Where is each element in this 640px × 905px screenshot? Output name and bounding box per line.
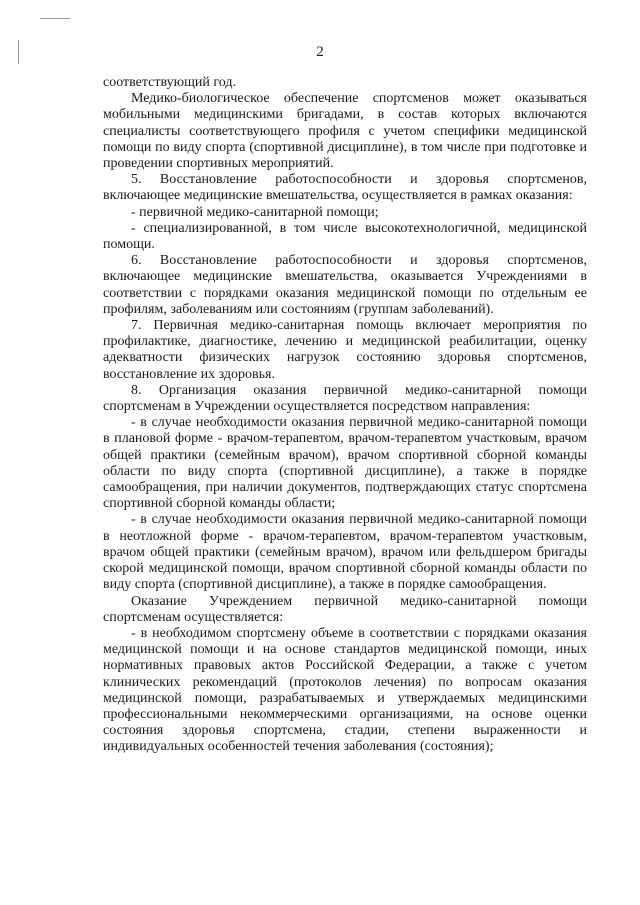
scan-artifact-top bbox=[40, 18, 70, 19]
paragraph: 7. Первичная медико-санитарная помощь включает мероприятия по профилактике, диагностике, лечению и медицинской реабилитации, оценку адекватности физических нагрузок состоянию здоровья спортсменов, восстановление их здоровья. bbox=[103, 318, 587, 382]
paragraph: 8. Организация оказания первичной медико-санитарной помощи спортсменам в Учреждении осуществляется посредством направления: bbox=[103, 382, 587, 415]
list-item: - специализированной, в том числе высокотехнологичной, медицинской помощи. bbox=[103, 220, 587, 253]
paragraph: соответствующий год. bbox=[103, 75, 236, 90]
list-item: - в случае необходимости оказания первичной медико-санитарной помощи в плановой форме - врачом-терапевтом, врачом-терапевтом участковым, врачом общей практики (семейным врачом), врачом спортивной сборной команды области по виду спорта (спортивной дисциплине), а также в порядке самообращения, при наличии документов, подтверждающих статус спортсмена спортивной сборной команды области; bbox=[103, 415, 587, 512]
page-number: 2 bbox=[316, 44, 324, 60]
paragraph: Оказание Учреждением первичной медико-санитарной помощи спортсменам осуществляется: bbox=[103, 593, 587, 625]
paragraph: 6. Восстановление работоспособности и здоровья спортсменов, включающее медицинские вмешательства, оказывается Учреждениями в соответствии с порядками оказания медицинской помощи по отдельным ее профилям, заболеваниям или состояниям (группам заболеваний). bbox=[103, 253, 587, 317]
paragraph: 5. Восстановление работоспособности и здоровья спортсменов, включающее медицинские вмешательства, осуществляется в рамках оказания: bbox=[103, 172, 587, 204]
list-item: - в случае необходимости оказания первичной медико-санитарной помощи в неотложной форме - врачом-терапевтом, врачом-терапевтом участковым, врачом общей практики (семейным врачом), врачом или фельдшером бригады скорой медицинской помощи, врачом спортивной сборной команды области по виду спорта (спортивной дисциплине), а также в порядке самообращения. bbox=[103, 512, 587, 593]
document-body bbox=[103, 75, 587, 756]
list-item: - в необходимом спортсмену объеме в соответствии с порядками оказания медицинской помощи и на основе стандартов медицинской помощи, иных нормативных правовых актов Российской Федерации, а также с учетом клинических рекомендаций (протоколов лечения) по вопросам оказания медицинской помощи, разрабатываемых и утверждаемых медицинскими профессиональными некоммерческими организациями, на основе оценки состояния здоровья спортсмена, стадии, степени выраженности и индивидуальных особенностей течения заболевания (состояния); bbox=[103, 625, 587, 755]
paragraph: Медико-биологическое обеспечение спортсменов может оказываться мобильными медицинскими бригадами, в состав которых включаются специалисты соответствующего профиля с учетом специфики медицинской помощи по виду спорта (спортивной дисциплине), в том числе при подготовке и проведении спортивных мероприятий. bbox=[103, 91, 587, 172]
list-item: - первичной медико-санитарной помощи; bbox=[131, 204, 379, 220]
